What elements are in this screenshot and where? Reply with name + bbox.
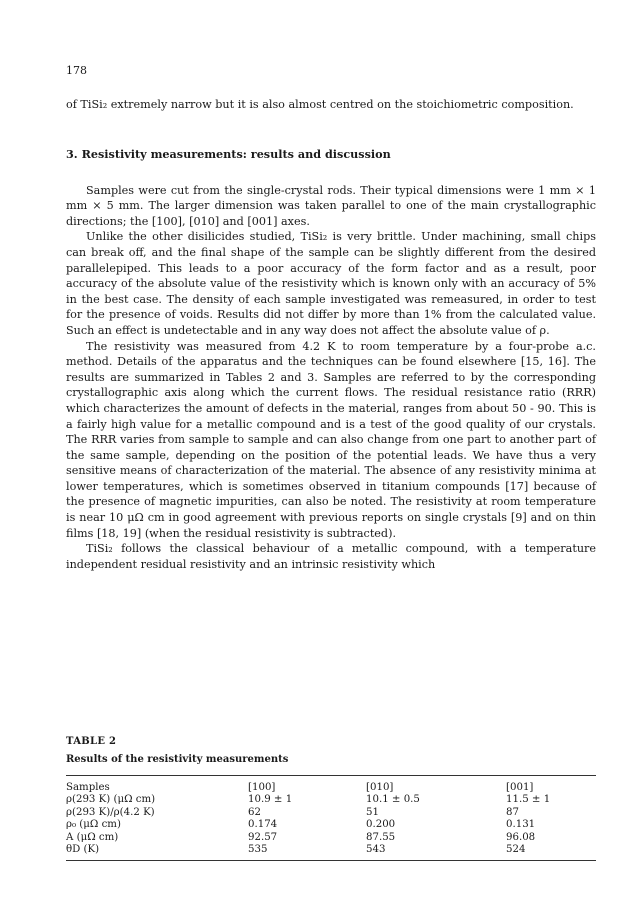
paragraph-measurement: The resistivity was measured from 4.2 K to room temperature by a four-probe a.c. method. Details of the apparatus and the techniques can be found elsewhere [15, 16]. The results are summarized in Tables 2 and 3. Samples are referred to by the corresponding crystallographic axis along which the current flows. The residual resistance ratio (RRR) which characterizes the amount of defects in the material, ranges from about 50 - 90. This is a fairly high value for a metallic compound and is a test of the good quality of our crystals. The RRR varies from sample to sample and can also change from one part to another part of the same sample, depending on the position of the potential leads. We have thus a very sensitive means of characterization of the material. The absence of any resistivity minima at lower temperatures, which is sometimes observed in titanium compounds [17] because of the presence of magnetic impurities, can also be noted. The resistivity at room temperature is near 10 μΩ cm in good agreement with previous reports on single crystals [9] and on thin films [18, 19] (when the residual resistivity is subtracted). bbox=[66, 339, 596, 540]
table-cell: 543 bbox=[366, 844, 386, 856]
table-cell: A (μΩ cm) bbox=[66, 831, 119, 843]
table-cell: 51 bbox=[366, 806, 379, 818]
table-header-cell: Samples bbox=[66, 782, 110, 793]
table-cell: θD (K) bbox=[66, 844, 100, 856]
table-row bbox=[66, 844, 596, 856]
table-cell: ρ₀ (μΩ cm) bbox=[66, 819, 121, 831]
continuation-paragraph: of TiSi₂ extremely narrow but it is also almost centred on the stoichiometric composition. bbox=[66, 98, 574, 111]
table-cell: 524 bbox=[506, 844, 526, 856]
page-body bbox=[66, 64, 596, 572]
section-heading: 3. Resistivity measurements: results and discussion bbox=[66, 146, 391, 161]
paragraph-brittleness: Unlike the other disilicides studied, TiSi₂ is very brittle. Under machining, small chips can break off, and the final shape of the sample can be slightly different from the desired parallelepiped. This leads to a poor accuracy of the form factor and as a result, poor accuracy of the absolute value of the resistivity which is known only with an accuracy of 5% in the best case. The density of each sample investigated was remeasured, in order to test for the presence of voids. Results did not differ by more than 1% from the calculated value. Such an effect is undetectable and in any way does not affect the absolute value of ρ. bbox=[66, 230, 596, 337]
table-header-cell: [001] bbox=[506, 782, 534, 793]
table-row bbox=[66, 819, 596, 831]
table-header-cell: [010] bbox=[366, 782, 394, 793]
table-cell: 0.174 bbox=[248, 819, 278, 831]
table-caption: Results of the resistivity measurements bbox=[66, 754, 289, 765]
table-header-cell: [100] bbox=[248, 782, 276, 793]
table-bottom-rule bbox=[66, 860, 596, 861]
table-cell: 92.57 bbox=[248, 831, 278, 843]
table-cell: 10.9 ± 1 bbox=[248, 794, 293, 806]
table-cell: 11.5 ± 1 bbox=[506, 794, 551, 806]
paragraph-behaviour: TiSi₂ follows the classical behaviour of a metallic compound, with a temperature independent residual resistivity and an intrinsic resistivity which bbox=[66, 542, 596, 571]
table-cell: 87 bbox=[506, 806, 519, 818]
results-table bbox=[66, 782, 596, 856]
table-row bbox=[66, 807, 596, 819]
results-table-block bbox=[66, 736, 596, 861]
table-row bbox=[66, 832, 596, 844]
table-cell: ρ(293 K) (μΩ cm) bbox=[66, 794, 156, 806]
table-cell: 535 bbox=[248, 844, 268, 856]
page-number: 178 bbox=[66, 64, 87, 77]
table-cell: 10.1 ± 0.5 bbox=[366, 794, 420, 806]
table-header-row bbox=[66, 782, 596, 794]
table-top-rule bbox=[66, 775, 596, 776]
table-row bbox=[66, 794, 596, 806]
table-cell: 62 bbox=[248, 806, 261, 818]
paragraph-samples: Samples were cut from the single-crystal rods. Their typical dimensions were 1 mm × 1 mm × 5 mm. The larger dimension was taken parallel to one of the main crystallographic directions; the [100], [010] and [001] axes. bbox=[66, 183, 596, 228]
table-cell: 87.55 bbox=[366, 831, 396, 843]
table-cell: 0.200 bbox=[366, 819, 396, 831]
table-cell: ρ(293 K)/ρ(4.2 K) bbox=[66, 806, 155, 818]
table-label: TABLE 2 bbox=[66, 736, 117, 747]
table-cell: 96.08 bbox=[506, 831, 536, 843]
table-cell: 0.131 bbox=[506, 819, 536, 831]
